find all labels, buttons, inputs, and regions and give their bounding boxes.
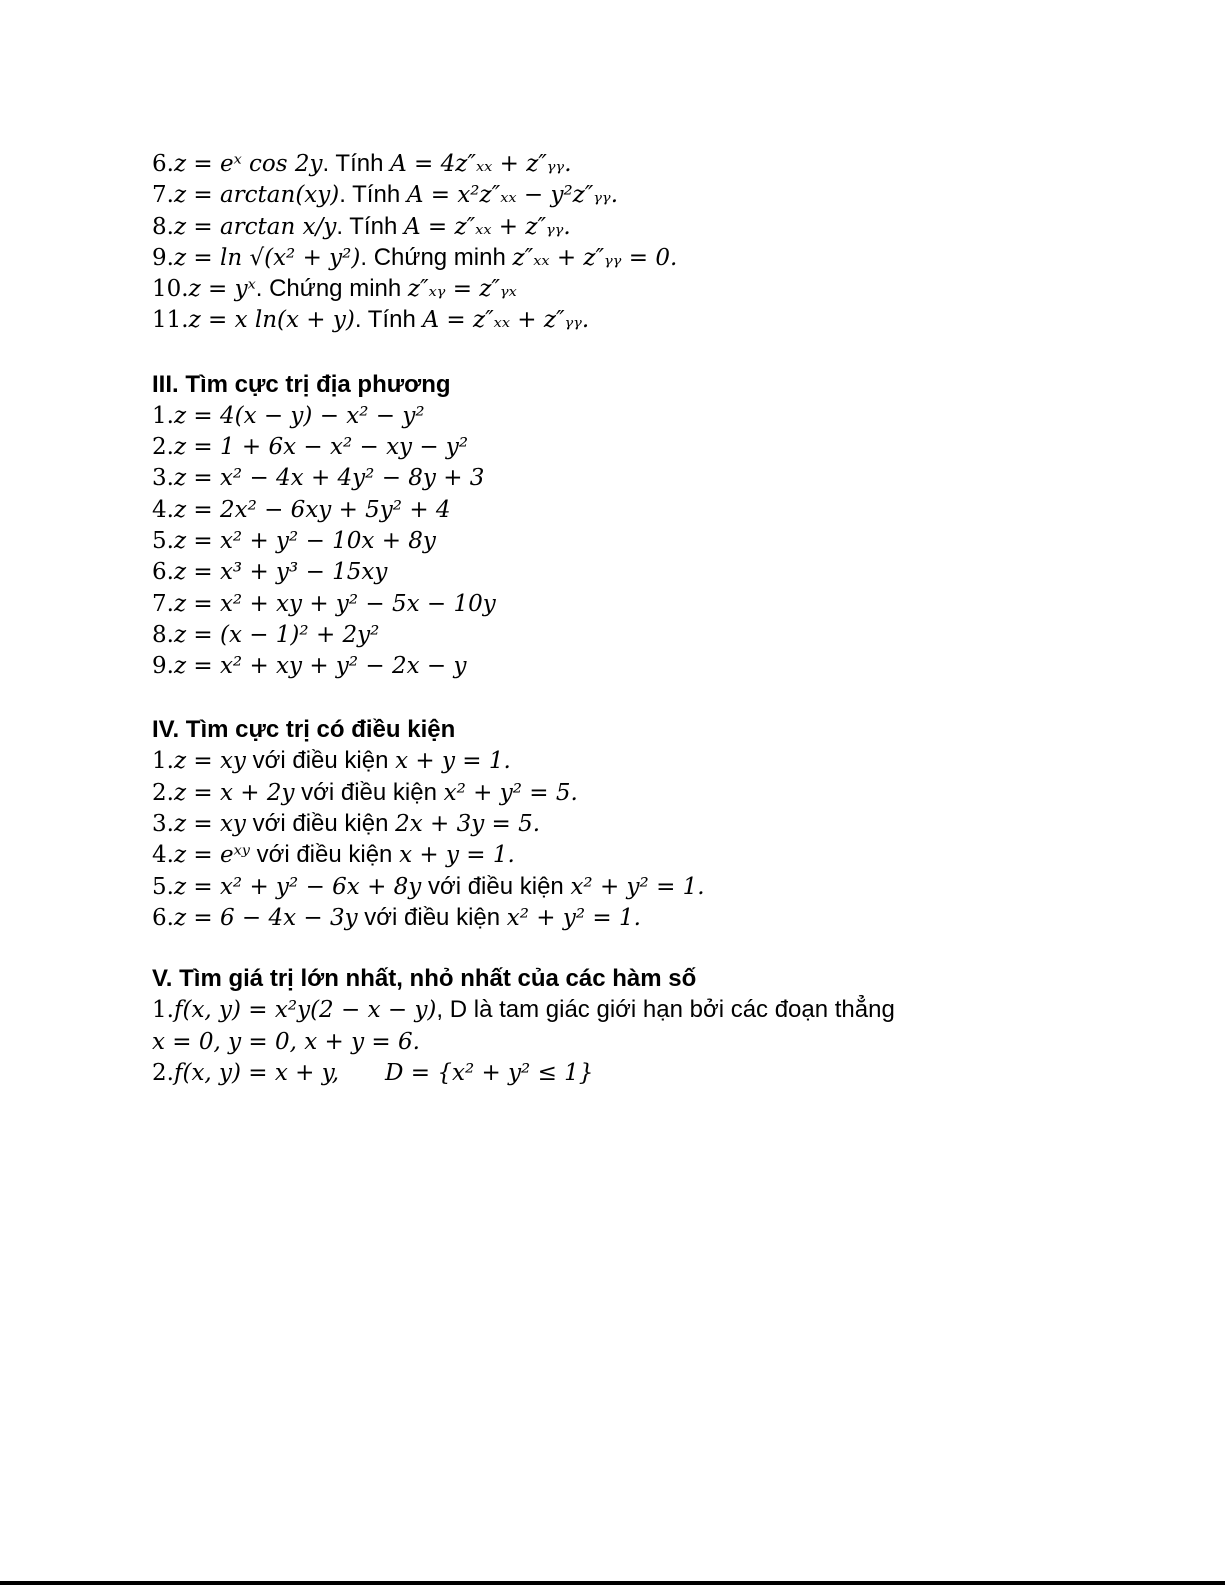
math-expression: 2x + 3y = 5. [395,811,541,838]
item-number: 5. [152,527,174,554]
item-number: 3. [152,465,174,492]
item-number: 6. [152,151,174,177]
constrained-extrema-exercises [152,745,1152,933]
item-number: 1. [152,748,174,775]
item-text: . Chứng minh [360,243,513,271]
item-text: với điều kiện [294,778,444,806]
math-expression: z = 1 + 6x − x² − xy − y² [173,434,469,461]
math-expression: z = x² − 4x + 4y² − 8y + 3 [173,465,485,492]
item-text: với điều kiện [245,747,396,775]
math-expression: z = (x − 1)² + 2y² [173,621,380,648]
page-bottom-border [0,1581,1225,1585]
local-extrema-item [152,650,1152,681]
max-min-item-1-continuation [152,1026,1152,1057]
exercise-item [152,242,1152,273]
item-number: 1. [152,997,174,1024]
item-number: 8. [152,621,174,648]
item-number: 11. [152,307,189,334]
math-expression: z = eˣʸ [173,842,250,869]
domain-expression: D = {x² + y² ≤ 1} [385,1059,594,1086]
math-expression: A = z″ₓₓ + z″ᵧᵧ. [422,307,590,334]
item-text: với điều kiện [421,872,571,900]
item-number: 6. [152,559,174,586]
item-text: . Tính [339,181,407,209]
exercise-item [152,211,1152,242]
item-number: 2. [152,779,174,806]
local-extrema-item [152,462,1152,493]
item-number: 1. [152,402,174,429]
item-text: với điều kiện [357,903,507,931]
math-expression: z = 4(x − y) − x² − y² [173,402,425,429]
math-expression: z = x² + xy + y² − 5x − 10y [173,590,496,617]
math-expression: z = xy [173,748,246,775]
math-expression: z = x² + y² − 6x + 8y [173,873,422,900]
math-expression: x + y = 1. [399,842,515,869]
item-number: 2. [152,434,174,461]
item-text: . Tính [322,150,391,177]
partial-derivative-exercises [152,148,1152,336]
item-number: 7. [152,182,174,209]
math-expression: z = x ln(x + y) [188,307,355,334]
section-heading-local-extrema: III. Tìm cực trị địa phương [152,370,451,398]
item-number: 3. [152,811,174,838]
math-expression: z = 2x² − 6xy + 5y² + 4 [173,496,451,523]
item-number: 7. [152,590,174,617]
local-extrema-item [152,400,1152,431]
item-number: 8. [152,213,174,240]
item-text: . Chứng minh [255,275,408,303]
local-extrema-item [152,525,1152,556]
exercise-item [152,273,1152,304]
math-expression: z = arctan(xy) [173,182,340,209]
math-expression: x² + y² = 5. [443,779,578,806]
math-expression: x² + y² = 1. [570,873,705,900]
item-text: với điều kiện [249,841,400,869]
math-expression: z = x + 2y [173,779,295,806]
item-number: 9. [152,244,174,271]
math-expression: x = 0, y = 0, x + y = 6. [152,1028,420,1055]
math-expression: A = x²z″ₓₓ − y²z″ᵧᵧ. [406,182,619,209]
local-extrema-item [152,588,1152,619]
max-min-item-2 [152,1057,1152,1088]
local-extrema-item [152,494,1152,525]
exercise-item [152,179,1152,210]
item-number: 2. [152,1059,174,1086]
item-number: 4. [152,842,174,869]
math-expression: x² + y² = 1. [506,904,641,931]
math-expression: x + y = 1. [395,748,511,775]
math-expression: A = 4z″ₓₓ + z″ᵧᵧ. [390,151,572,177]
item-number: 9. [152,653,174,680]
constrained-extrema-item [152,839,1152,870]
math-expression: z″ₓₓ + z″ᵧᵧ = 0. [512,244,678,271]
constrained-extrema-item [152,871,1152,902]
section-heading-max-min: V. Tìm giá trị lớn nhất, nhỏ nhất của các hàm số [152,965,697,993]
math-expression: z = x² + y² − 10x + 8y [173,527,436,554]
math-expression: z = arctan x/y [173,213,337,240]
exercise-item [152,304,1152,335]
constrained-extrema-item [152,777,1152,808]
item-text: . Tính [354,306,423,334]
local-extrema-exercises [152,400,1152,682]
math-expression: z = x³ + y³ − 15xy [173,559,388,586]
math-expression: A = z″ₓₓ + z″ᵧᵧ. [403,213,571,240]
math-expression: z = x² + xy + y² − 2x − y [173,653,467,680]
constrained-extrema-item [152,902,1152,933]
math-expression: z = xy [173,811,246,838]
max-min-item-1 [152,994,1152,1025]
math-expression: z = yˣ [188,276,256,303]
constrained-extrema-item [152,745,1152,776]
local-extrema-item [152,619,1152,650]
section-heading-constrained-extrema: IV. Tìm cực trị có điều kiện [152,716,456,744]
item-number: 4. [152,496,174,523]
local-extrema-item [152,556,1152,587]
item-text: , D là tam giác giới hạn bởi các đoạn thẳng [436,996,895,1024]
item-number: 10. [152,276,189,303]
item-text: với điều kiện [245,810,396,838]
exercise-item [152,148,1152,179]
item-number: 5. [152,873,174,900]
math-expression: z = eˣ cos 2y [173,151,323,177]
math-expression: z = ln √(x² + y²) [173,244,361,271]
local-extrema-item [152,431,1152,462]
math-expression: z = 6 − 4x − 3y [173,904,358,931]
item-text: . Tính [336,212,404,240]
math-expression: f(x, y) = x²y(2 − x − y) [173,997,437,1024]
exercise-list [152,148,1152,1088]
item-number: 6. [152,904,174,931]
constrained-extrema-item [152,808,1152,839]
math-expression: z″ₓᵧ = z″ᵧₓ [407,276,517,303]
math-expression: f(x, y) = x + y, [173,1059,340,1086]
